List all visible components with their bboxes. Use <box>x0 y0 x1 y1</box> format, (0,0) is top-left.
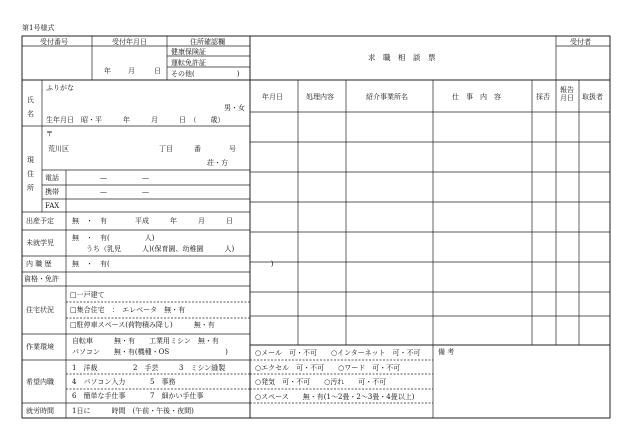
work-hours-label: 就労時間 <box>26 407 54 415</box>
birth-plan-label: 出産予定 <box>26 217 54 225</box>
date-month: 月 <box>128 67 135 75</box>
desired-job-6[interactable]: 6 簡単な手仕事 <box>72 392 126 400</box>
form-number: 第1号様式 <box>22 24 55 32</box>
address-check-label: 住所確認欄 <box>190 38 225 46</box>
mobile-label: 携帯 <box>45 188 59 196</box>
housing-detached[interactable]: □一戸建て <box>70 291 105 299</box>
desired-job-label: 希望内職 <box>26 378 54 386</box>
desired-job-7[interactable]: 7 細かい手仕事 <box>150 392 204 400</box>
col-report-date: 報告 月日 <box>560 86 574 102</box>
id-doc-other[interactable]: その他( ) <box>171 70 240 78</box>
skill-mail-internet[interactable]: ○メール 可・不可 ○インターネット 可・不可 <box>255 349 421 357</box>
job-history-label: 内 職 歴 <box>26 260 52 268</box>
col-result: 採否 <box>536 93 550 101</box>
preschool-label: 未就学児 <box>26 239 54 247</box>
desired-job-1[interactable]: 1 洋裁 <box>72 364 98 372</box>
postal-mark: 〒 <box>46 130 53 138</box>
housing-apartment[interactable]: □集合住宅 ： エレベータ 無・有 <box>70 306 186 314</box>
skill-space[interactable]: ○スペース 無・有(1〜2畳・2〜3畳・4畳以上) <box>255 393 415 401</box>
col-company: 紹介事業所名 <box>366 93 408 101</box>
phone-label: 電話 <box>45 174 59 182</box>
remarks-label: 備 考 <box>438 348 455 356</box>
preschool-detail[interactable]: うち（乳児 人)(保育園、幼稚園 人) <box>86 245 235 253</box>
reception-date-label: 受付年月日 <box>112 38 147 46</box>
housing-parking[interactable]: □駐停車スペース(荷物積み降し) 無・有 <box>70 321 215 329</box>
furigana-label: ふりがな <box>46 84 74 92</box>
skill-odor-dirt[interactable]: ○発気 可・不可 ○汚れ 可・不可 <box>255 378 387 386</box>
phone-field[interactable]: — — <box>100 174 149 182</box>
desired-job-5[interactable]: 5 事務 <box>150 378 176 386</box>
col-date: 年月日 <box>262 93 283 101</box>
job-history-field[interactable]: 無 ・ 有( ) <box>72 260 274 268</box>
date-day: 日 <box>154 67 161 75</box>
col-handler: 取扱者 <box>582 93 603 101</box>
col-job-content: 仕 事 内 容 <box>452 93 501 101</box>
birth-date-field[interactable]: 生年月日 昭・平 年 月 日 （ 歳） <box>46 116 225 124</box>
receptionist-label: 受付者 <box>570 38 591 46</box>
license-label: 資格・免許 <box>24 275 59 283</box>
housing-label: 住宅状況 <box>26 306 54 314</box>
address-label: 現 住 所 <box>27 156 34 192</box>
reception-number-label: 受付番号 <box>40 38 68 46</box>
date-year: 年 <box>104 67 111 75</box>
desired-job-2[interactable]: 2 手芸 <box>133 364 159 372</box>
building-field[interactable]: 荘・方 <box>207 159 228 167</box>
desired-job-3[interactable]: 3 ミシン縫製 <box>179 364 226 372</box>
preschool-field[interactable]: 無 ・ 有( 人) <box>72 234 155 242</box>
mobile-field[interactable]: — — <box>100 188 149 196</box>
desired-job-4[interactable]: 4 パソコン入力 <box>72 378 126 386</box>
id-doc-drivers-license[interactable]: 運転免許証 <box>171 59 206 67</box>
birth-plan-field[interactable]: 無 ・ 有 平成 年 月 日 <box>72 217 233 225</box>
id-doc-health-insurance[interactable]: 健康保険証 <box>171 48 206 56</box>
ward-label: 荒川区 <box>48 145 69 153</box>
skill-excel-word[interactable]: ○エクセル 可・不可 ○ワード 可・不可 <box>255 364 401 372</box>
work-env-label: 作業環境 <box>26 343 54 351</box>
gender-field[interactable]: 男・女 <box>224 104 245 112</box>
fax-label: FAX <box>45 202 60 210</box>
chome-field[interactable]: 丁目 番 号 <box>159 145 236 153</box>
name-label: 氏 名 <box>27 96 34 118</box>
work-hours-field[interactable]: 1日に 時間 (午前・午後・夜間) <box>72 407 194 415</box>
work-env-bicycle[interactable]: 自転車 無・有 工業用ミシン 無・有 <box>72 337 219 345</box>
form-title: 求 職 相 談 票 <box>368 53 436 62</box>
col-process: 処理内容 <box>306 93 334 101</box>
work-env-pc[interactable]: パソコン 無・有(機種・OS ) <box>72 348 228 356</box>
